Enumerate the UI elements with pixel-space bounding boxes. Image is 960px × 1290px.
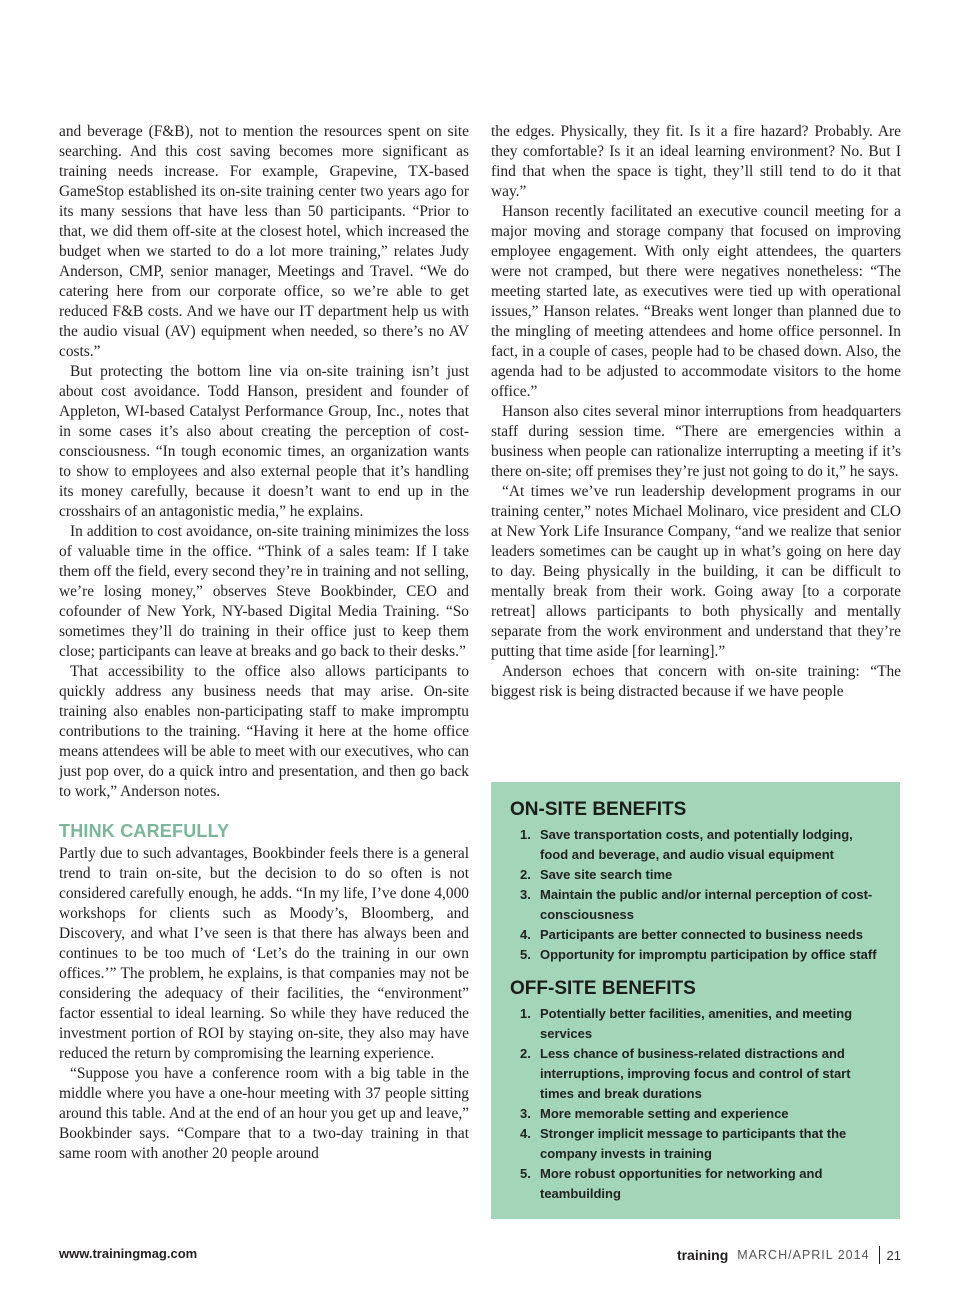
body-paragraph: “At times we’ve run leadership development programs in our training center,” notes Michael Molinaro, vice president and CLO at New York Life Insurance Company, “and we realize that senior leaders sometimes can be caught up in what’s going on here day to day. Being physically in the building, it can be difficult to mentally break from their work. Going away [to a corporate retreat] allows participants to both physically and mentally separate from the work environment and understand that they’re putting that time aside [for learning].” bbox=[491, 483, 901, 660]
subhead: THINK CAREFULLY bbox=[59, 821, 230, 841]
body-paragraph: In addition to cost avoidance, on-site training minimizes the loss of valuable time in the office. “Think of a sales team: If I take them off the field, every second they’re in training and not selling, we’re losing money,” observes Steve Bookbinder, CEO and cofounder of New York, NY-based Digital Media Training. “So sometimes they’ll do training in their office just to keep them close; participants can leave at breaks and go back to their desks.” bbox=[59, 523, 469, 660]
list-item-text: More memorable setting and experience bbox=[540, 1106, 789, 1121]
list-number: 4. bbox=[520, 927, 531, 942]
body-paragraph: But protecting the bottom line via on-site training isn’t just about cost avoidance. Todd Hanson, president and founder of Appleton, WI-based Catalyst Performance Group, Inc., notes that in some cases it’s also about creating the perception of cost-consciousness. “In tough economic times, an organization wants to show to employees and also external people that it’s handling its money carefully, because it doesn’t want to end up in the crosshairs of an antagonistic media,” he explains. bbox=[59, 363, 469, 520]
body-paragraph: Partly due to such advantages, Bookbinder feels there is a general trend to train on-site, but the decision to do so often is not considered carefully enough, he adds. “In my life, I’ve done 4,000 workshops for clients such as Moody’s, Bloomberg, and Discovery, and what I’ve seen is that there has always been and continues to be too much of ‘Let’s do the training in our own offices.’” The problem, he explains, is that companies may not be considering the adequacy of their facilities, the “environment” factor essential to ideal learning. So while they have reduced the investment portion of ROI by staying on-site, they also may have reduced the return by compromising the learning experience. bbox=[59, 845, 469, 1062]
body-paragraph: the edges. Physically, they fit. Is it a fire hazard? Probably. Are they comfortable? Is it an ideal learning environment? No. But I find that when the space is tight, they’ll still tend to do it that way.” bbox=[491, 123, 901, 200]
body-paragraph: “Suppose you have a conference room with a big table in the middle where you have a one-hour meeting with 37 people sitting around this table. And at the end of an hour you get up and leave,” Bookbinder says. “Compare that to a two-day training in that same room with another 20 people around bbox=[59, 1065, 469, 1162]
list-item-text: Potentially better facilities, amenities, and meeting services bbox=[540, 1006, 853, 1041]
list-item-text: More robust opportunities for networking and teambuilding bbox=[540, 1166, 823, 1201]
offsite-benefits-title: OFF-SITE BENEFITS bbox=[510, 978, 696, 999]
folio bbox=[677, 1246, 901, 1264]
list-item-text: Stronger implicit message to participants that the company invests in training bbox=[540, 1126, 847, 1161]
list-number: 3. bbox=[520, 1106, 531, 1121]
page-number: 21 bbox=[886, 1247, 901, 1263]
body-paragraph: and beverage (F&B), not to mention the resources spent on site searching. And this cost saving becomes more significant as training needs increase. For example, Grapevine, TX-based GameStop established its on-site training center two years ago for its many sessions that have less than 50 participants. “Prior to that, we did them off-site at the closest hotel, which increased the budget when we started to do a lot more training,” relates Judy Anderson, CMP, senior manager, Meetings and Travel. “We do catering here from our corporate office, so we’re able to get reduced F&B costs. And we have our IT department help us with the audio visual (AV) equipment when needed, so there’s no AV costs.” bbox=[59, 123, 469, 360]
left-column bbox=[59, 122, 469, 1164]
list-item bbox=[510, 865, 884, 885]
page-footer bbox=[59, 1246, 901, 1266]
body-paragraph: Hanson also cites several minor interruptions from headquarters staff during session time. “There are emergencies within a business when people can rationalize interrupting a meeting if it’s there on-site; off premises they’re just not going to do it,” he says. bbox=[491, 403, 901, 480]
list-number: 5. bbox=[520, 947, 531, 962]
list-item bbox=[510, 1044, 884, 1104]
list-item bbox=[510, 1004, 884, 1044]
magazine-name: training bbox=[676, 1247, 729, 1263]
list-item bbox=[510, 1124, 884, 1164]
list-item bbox=[510, 885, 884, 925]
right-column bbox=[491, 122, 901, 702]
list-number: 5. bbox=[520, 1166, 531, 1181]
list-item-text: Opportunity for impromptu participation by office staff bbox=[540, 947, 877, 962]
list-number: 2. bbox=[520, 1046, 531, 1061]
list-item-text: Less chance of business-related distractions and interruptions, improving focus and control of start times and break durations bbox=[540, 1046, 851, 1101]
list-item-text: Maintain the public and/or internal perception of cost-consciousness bbox=[540, 887, 873, 922]
issue-date: MARCH/APRIL 2014 bbox=[737, 1248, 870, 1262]
list-item bbox=[510, 925, 884, 945]
list-item bbox=[510, 945, 884, 965]
list-number: 1. bbox=[520, 827, 531, 842]
onsite-benefits-list bbox=[510, 825, 884, 965]
list-number: 3. bbox=[520, 887, 531, 902]
offsite-benefits-list bbox=[510, 1004, 884, 1204]
onsite-benefits-title: ON-SITE BENEFITS bbox=[510, 799, 687, 820]
body-paragraph: Anderson echoes that concern with on-site training: “The biggest risk is being distracted because if we have people bbox=[491, 663, 901, 700]
body-paragraph: That accessibility to the office also allows participants to quickly address any business needs that may arise. On-site training also enables non-participating staff to make impromptu contributions to the training. “Having it here at the home office means attendees will be able to meet with our executives, who can just pop over, do a quick intro and presentation, and then go back to work,” Anderson notes. bbox=[59, 663, 469, 800]
list-number: 1. bbox=[520, 1006, 531, 1021]
folio-divider bbox=[879, 1246, 880, 1264]
benefits-sidebar bbox=[491, 782, 900, 1219]
list-item-text: Save transportation costs, and potentially lodging, food and beverage, and audio visual equipment bbox=[540, 827, 853, 862]
list-item bbox=[510, 1104, 884, 1124]
body-paragraph: Hanson recently facilitated an executive council meeting for a major moving and storage company that focused on improving employee engagement. With only eight attendees, the quarters were not cramped, but there were negatives nonetheless: “The meeting started late, as executives were tied up with operational issues,” Hanson relates. “Breaks went longer than planned due to the mingling of meeting attendees and home office personnel. In fact, in a couple of cases, people had to be chased down. Also, the agenda had to be adjusted to accommodate visitors to the home office.” bbox=[491, 203, 901, 400]
list-number: 4. bbox=[520, 1126, 531, 1141]
list-item bbox=[510, 1164, 884, 1204]
list-item bbox=[510, 825, 884, 865]
list-item-text: Save site search time bbox=[540, 867, 673, 882]
list-item-text: Participants are better connected to business needs bbox=[540, 927, 863, 942]
website-link[interactable]: www.trainingmag.com bbox=[59, 1246, 198, 1261]
list-number: 2. bbox=[520, 867, 531, 882]
